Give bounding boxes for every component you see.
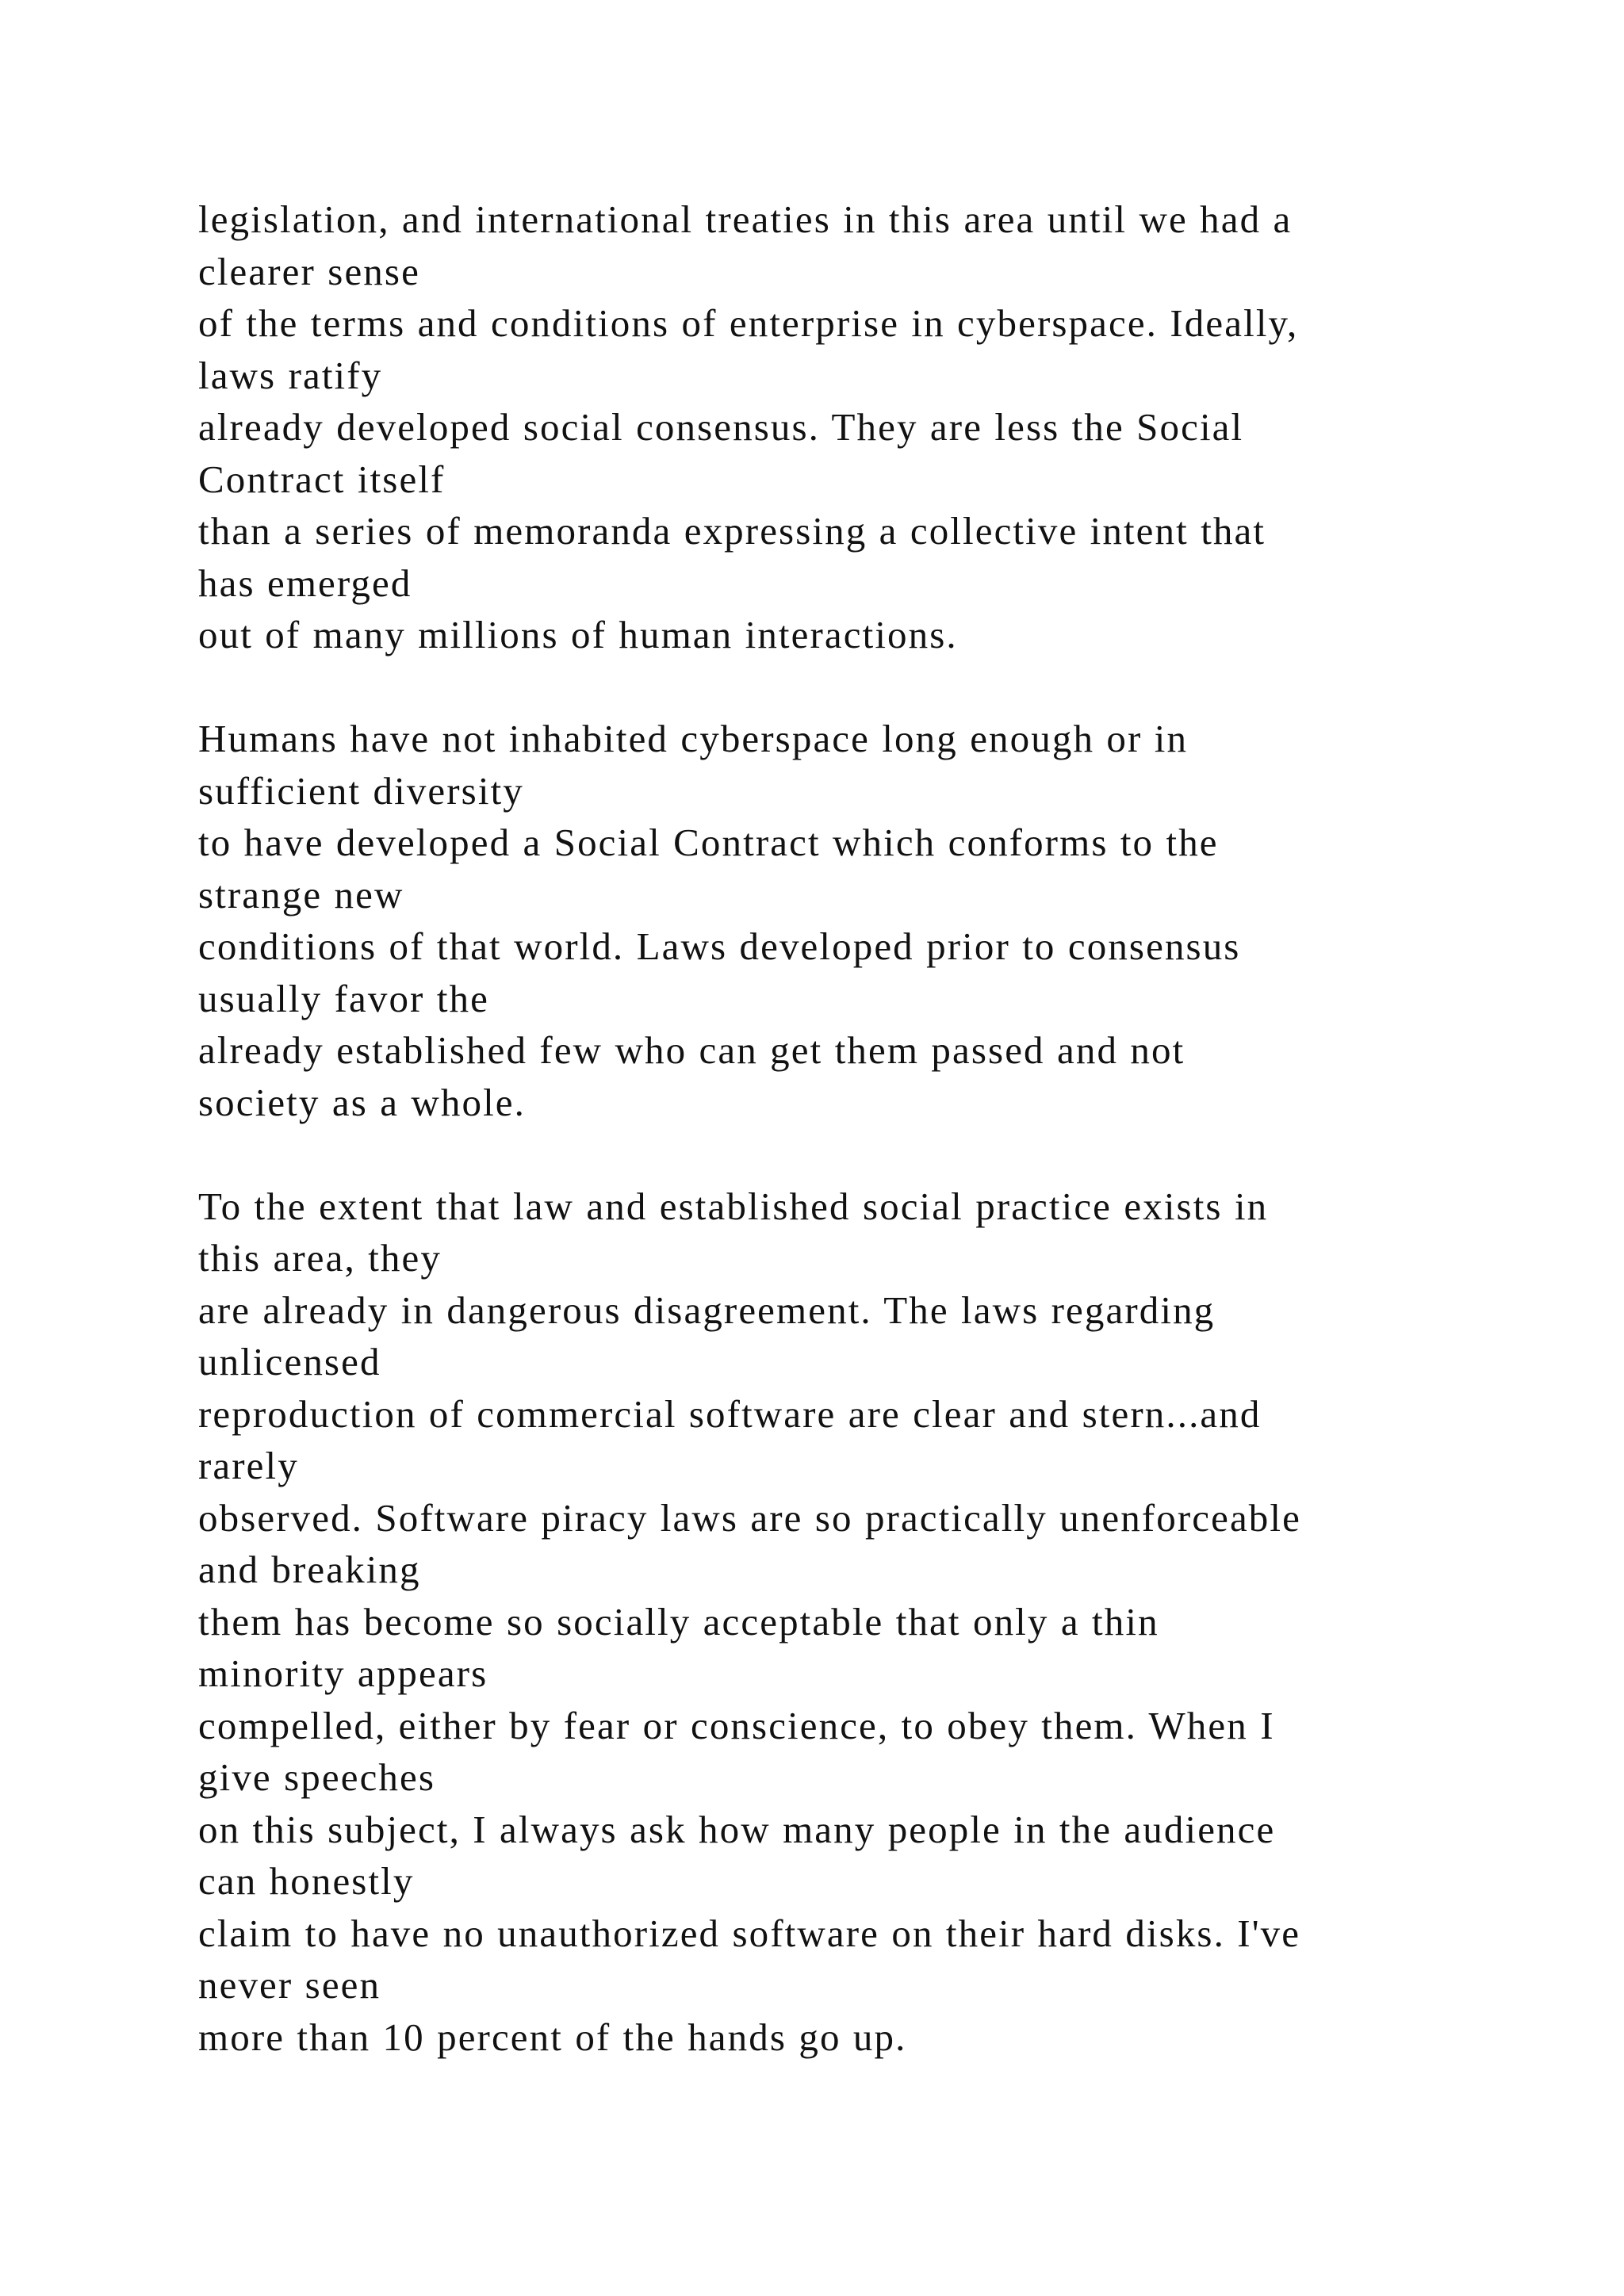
text-line: Contract itself bbox=[198, 457, 446, 501]
text-line: minority appears bbox=[198, 1651, 488, 1695]
text-line: are already in dangerous disagreement. The laws regarding bbox=[198, 1288, 1216, 1332]
paragraph-2 bbox=[198, 713, 1546, 1128]
text-line: conditions of that world. Laws developed prior to consensus bbox=[198, 924, 1241, 968]
text-line: never seen bbox=[198, 1963, 381, 2007]
text-line: them has become so socially acceptable that only a thin bbox=[198, 1599, 1159, 1644]
text-line: strange new bbox=[198, 872, 404, 916]
text-line: claim to have no unauthorized software on their hard disks. I've bbox=[198, 1911, 1301, 1955]
text-line: society as a whole. bbox=[198, 1080, 527, 1124]
text-line: to have developed a Social Contract which conforms to the bbox=[198, 821, 1219, 864]
text-line: more than 10 percent of the hands go up. bbox=[198, 2015, 907, 2059]
text-line: sufficient diversity bbox=[198, 768, 524, 813]
text-line: laws ratify bbox=[198, 353, 383, 397]
text-line: out of many millions of human interactions. bbox=[198, 613, 958, 656]
text-line: this area, they bbox=[198, 1236, 442, 1280]
text-line: on this subject, I always ask how many people in the audience bbox=[198, 1807, 1276, 1851]
body-text bbox=[198, 193, 1546, 2063]
paragraph-1 bbox=[198, 193, 1546, 661]
text-line: and breaking bbox=[198, 1548, 421, 1591]
text-line: Humans have not inhabited cyberspace long enough or in bbox=[198, 717, 1189, 760]
text-line: To the extent that law and established social practice exists in bbox=[198, 1184, 1269, 1228]
paragraph-gap bbox=[198, 661, 1546, 714]
text-line: can honestly bbox=[198, 1859, 415, 1903]
text-line: already established few who can get them passed and not bbox=[198, 1028, 1185, 1072]
paragraph-gap bbox=[198, 1128, 1546, 1181]
text-line: has emerged bbox=[198, 561, 412, 605]
text-line: legislation, and international treaties in this area until we had a bbox=[198, 197, 1293, 241]
text-line: observed. Software piracy laws are so practically unenforceable bbox=[198, 1495, 1301, 1540]
paragraph-3 bbox=[198, 1181, 1546, 2064]
text-line: than a series of memoranda expressing a collective intent that bbox=[198, 509, 1266, 553]
text-line: rarely bbox=[198, 1444, 299, 1487]
text-line: reproduction of commercial software are clear and stern...and bbox=[198, 1391, 1262, 1436]
text-line: already developed social consensus. They are less the Social bbox=[198, 405, 1244, 449]
text-line: give speeches bbox=[198, 1755, 436, 1799]
text-line: usually favor the bbox=[198, 976, 489, 1020]
text-line: unlicensed bbox=[198, 1340, 381, 1383]
text-line: compelled, either by fear or conscience, to obey them. When I bbox=[198, 1703, 1275, 1747]
text-line: of the terms and conditions of enterprise in cyberspace. Ideally, bbox=[198, 301, 1299, 345]
text-line: clearer sense bbox=[198, 249, 420, 293]
